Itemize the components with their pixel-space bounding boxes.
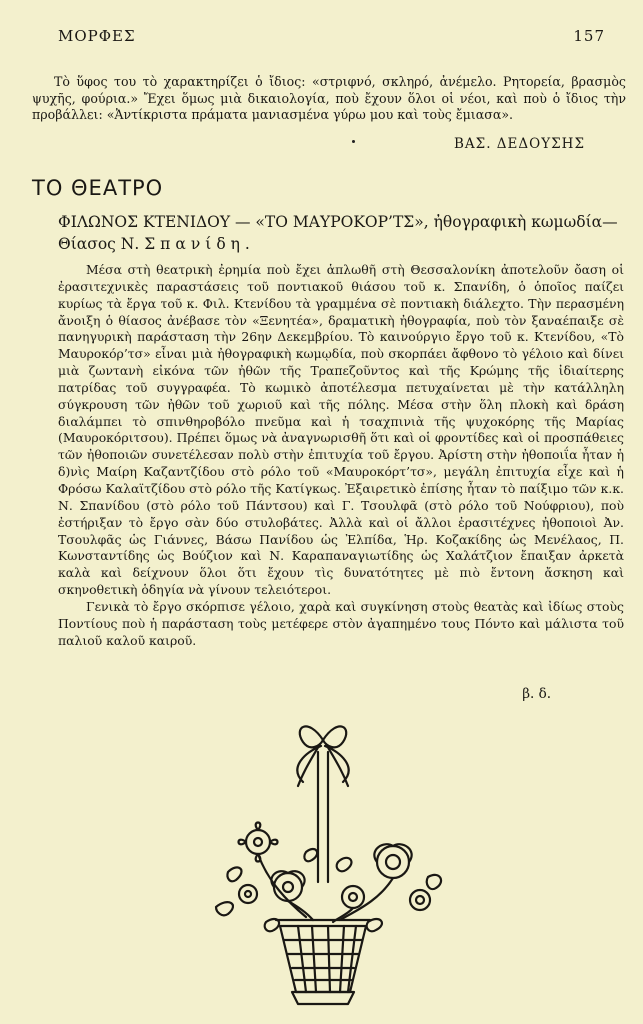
ink-dot — [352, 140, 355, 143]
review-heading-company: Σπανίδη. — [144, 235, 255, 253]
review-paragraph: Γενικὰ τὸ ἔργο σκόρπισε γέλοιο, χαρὰ καὶ συγκίνηση στοὺς θεατὰς καὶ ἰδίως στοὺς Ποντίους ποὺ ἡ παράσταση τοὺς μετέφερε στὸν ἀγαπημένο τους Πόντο καὶ μάλιστα τοῦ παλιοῦ καλοῦ καιροῦ. — [58, 598, 624, 648]
page-number: 157 — [573, 27, 605, 45]
review-heading — [58, 211, 630, 255]
review-body — [58, 262, 624, 649]
review-signature: β. δ. — [522, 686, 551, 702]
page-header — [58, 27, 605, 47]
quote-author: ΒΑΣ. ΔΕΔΟΥΣΗΣ — [454, 136, 585, 152]
review-paragraph: Μέσα στὴ θεατρικὴ ἐρημία ποὺ ἔχει ἁπλωθῆ στὴ Θεσσαλονίκη ἀποτελοῦν ὄαση οἱ ἐρασιτεχνικὲς παραστάσεις τοῦ ποντιακοῦ θιάσου τοῦ κ. Σπανίδη, ὁ ὁποῖος παίζει κυρίως τὰ ἔργα τοῦ κ. Φιλ. Κτενίδου τὰ γραμμένα σὲ ποντιακὴ διάλεχτο. Τὴν περασμένη ἄνοιξη ὁ θίασος ἀνέβασε τὸν «Ξενητέα», δραματικὴ ἠθογραφία, ποὺ τὸν ξαναέπαιξε σὲ πανηγυρικὴ παράσταση τὴν 26ην Δεκεμβρίου. Τὸ καινούργιο ἔργο τοῦ κ. Κτενίδου, «Τὸ Μαυροκόρ’τσ» εἶναι μιὰ ἠθογραφικὴ κωμῳδία, ποὺ σκορπάει ἄφθονο τὸ γέλοιο καὶ δίνει μιὰ ζωντανὴ εἰκόνα τῶν ἠθῶν τῆς Τραπεζοῦντος καὶ τῆς Κρώμης τῆς ἰδιαίτερης πατρίδας τοῦ συγγραφέα. Τὸ κωμικὸ ἀποτέλεσμα πετυχαίνεται μὲ τὴν κατάλληλη σύγκρουση τῶν ἠθῶν τοῦ χωριοῦ καὶ τῆς πόλης. Μέσα στὴν ὅλη πλοκὴ καὶ δράση διαλάμπει τὸ σπινθηροβόλο πνεῦμα καὶ ἡ τσαχπινιὰ τῆς ψυχοκόρης τῆς Μαρίας (Μαυροκόριτσου). Πρέπει ὅμως νὰ ἀναγνωρισθῆ ὅτι καὶ οἱ φροντίδες καὶ οἱ προσπάθειες τῶν ἠθοποιῶν συνετέλεσαν πολὺ στὴν ἐπιτυχία τοῦ ἔργου. Ἀρίστη στὴν ἠθοποιΐα ἦταν ἡ δ)νὶς Μαίρη Καζαντζίδου στὸ ρόλο τοῦ «Μαυροκόρτ’τσ», μεγάλη ἐπιτυχία εἶχε καὶ ἡ Φρόσω Καλαϊτζίδου στὸ ρόλο τῆς Κατίγκως. Ἐξαιρετικὸ ἐπίσης ἦταν τὸ παίξιμο τῶν κ.κ. Ν. Σπανίδου (στὸ ρόλο τοῦ Πάντσου) καὶ Γ. Τσουλφᾶ (στὸ ρόλο τοῦ Νούφριου), ποὺ ἐστήριξαν τὸ ἔργο σὰν δύο στυλοβάτες. Ἀλλὰ καὶ οἱ ἄλλοι ἐρασιτέχνες ἠθοποιοὶ Ἀν. Τσουλφᾶς ὡς Γιάννες, Βάσω Πανίδου ὡς Ἐλπίδα, Ἡρ. Κοζακίδης ὡς Μενέλαος, Π. Κωνσταντίδης ὡς Βούζιον καὶ Ν. Καραπαναγιωτίδης ὡς Χαλάτζιον ἔπαιξαν ἀρκετὰ καλὰ καὶ δείχνουν ὅλοι ὅτι ἔχουν τὶς δυνατότητες μὲ πιὸ ἔντονη ἄσκηση καὶ σκηνοθετικὴ ὁδηγία νὰ γίνουν τελειότεροι. — [58, 262, 624, 598]
flower-basket-icon — [188, 712, 458, 1012]
running-title: ΜΟΡΦΕΣ — [58, 27, 136, 45]
review-heading-title: ΦΙΛΩΝΟΣ ΚΤΕΝΙΔΟΥ — «ΤΟ ΜΑΥΡΟΚΟΡ’ΤΣ», ἠθογραφικὴ κωμωδία—Θίασος Ν. — [58, 213, 618, 253]
closing-quote-paragraph: Τὸ ὕφος του τὸ χαρακτηρίζει ὁ ἴδιος: «στριφνό, σκληρό, ἀνέμελο. Ρητορεία, βρασμὸς ψυχῆς, φούρια.» Ἔχει ὅμως μιὰ δικαιολογία, ποὺ ἔχουν ὅλοι οἱ νέοι, καὶ ποὺ ὁ ἴδιος τὴν προβάλλει: «Ἀντίκριστα πράματα μανιασμένα γύρω μου καὶ τοὺς ἔμιασα». — [32, 74, 626, 122]
section-title: ΤΟ ΘΕΑΤΡΟ — [32, 176, 164, 200]
